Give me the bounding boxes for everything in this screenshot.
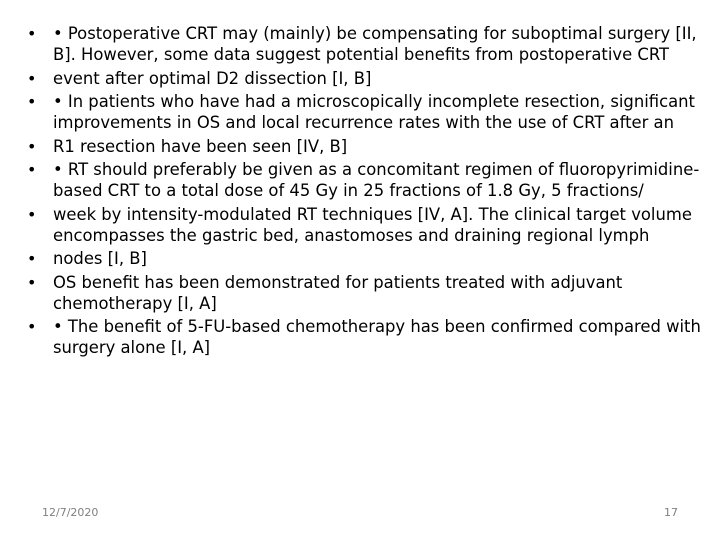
footer-date: 12/7/2020 xyxy=(42,506,99,519)
bullet-item xyxy=(27,272,717,314)
bullet-text: • Postoperative CRT may (mainly) be compensating for suboptimal surgery [II, B]. However, some data suggest potential benefits from postoperative CRT xyxy=(53,24,697,64)
bullet-text: R1 resection have been seen [IV, B] xyxy=(53,136,348,156)
bullet-item xyxy=(27,136,717,157)
bullet-marker: • xyxy=(27,24,37,43)
bullet-text: week by intensity-modulated RT techniques [IV, A]. The clinical target volume encompasses the gastric bed, anastomoses and draining regional lymph xyxy=(53,204,692,245)
bullet-text: event after optimal D2 dissection [I, B] xyxy=(53,68,372,88)
bullet-item xyxy=(27,91,717,133)
bullet-item xyxy=(27,23,717,65)
bullet-text: • RT should preferably be given as a concomitant regimen of fluoropyrimidine-based CRT to a total dose of 45 Gy in 25 fractions of 1.8 Gy, 5 fractions/ xyxy=(53,160,700,200)
bullet-item xyxy=(27,248,717,269)
bullet-marker: • xyxy=(27,204,37,224)
bullet-text: nodes [I, B] xyxy=(53,249,147,268)
bullet-text: • In patients who have had a microscopically incomplete resection, significant improvements in OS and local recurrence rates with the use of CRT after an xyxy=(53,92,695,132)
bullet-marker: • xyxy=(27,272,37,292)
bullet-item xyxy=(27,316,717,358)
page-number: 17 xyxy=(664,506,678,519)
bullet-marker: • xyxy=(27,92,37,111)
bullet-text: OS benefit has been demonstrated for patients treated with adjuvant chemotherapy [I, A] xyxy=(53,272,623,313)
bullet-item xyxy=(27,159,717,201)
bullet-marker: • xyxy=(27,68,37,88)
bullet-marker: • xyxy=(27,160,37,179)
bullet-item xyxy=(27,68,717,89)
bullet-list xyxy=(27,23,717,361)
bullet-text: • The benefit of 5-FU-based chemotherapy has been confirmed compared with surgery alone [I, A] xyxy=(53,317,701,357)
bullet-marker: • xyxy=(27,249,37,268)
bullet-item xyxy=(27,204,717,246)
bullet-marker: • xyxy=(27,136,37,156)
bullet-marker: • xyxy=(27,317,37,336)
